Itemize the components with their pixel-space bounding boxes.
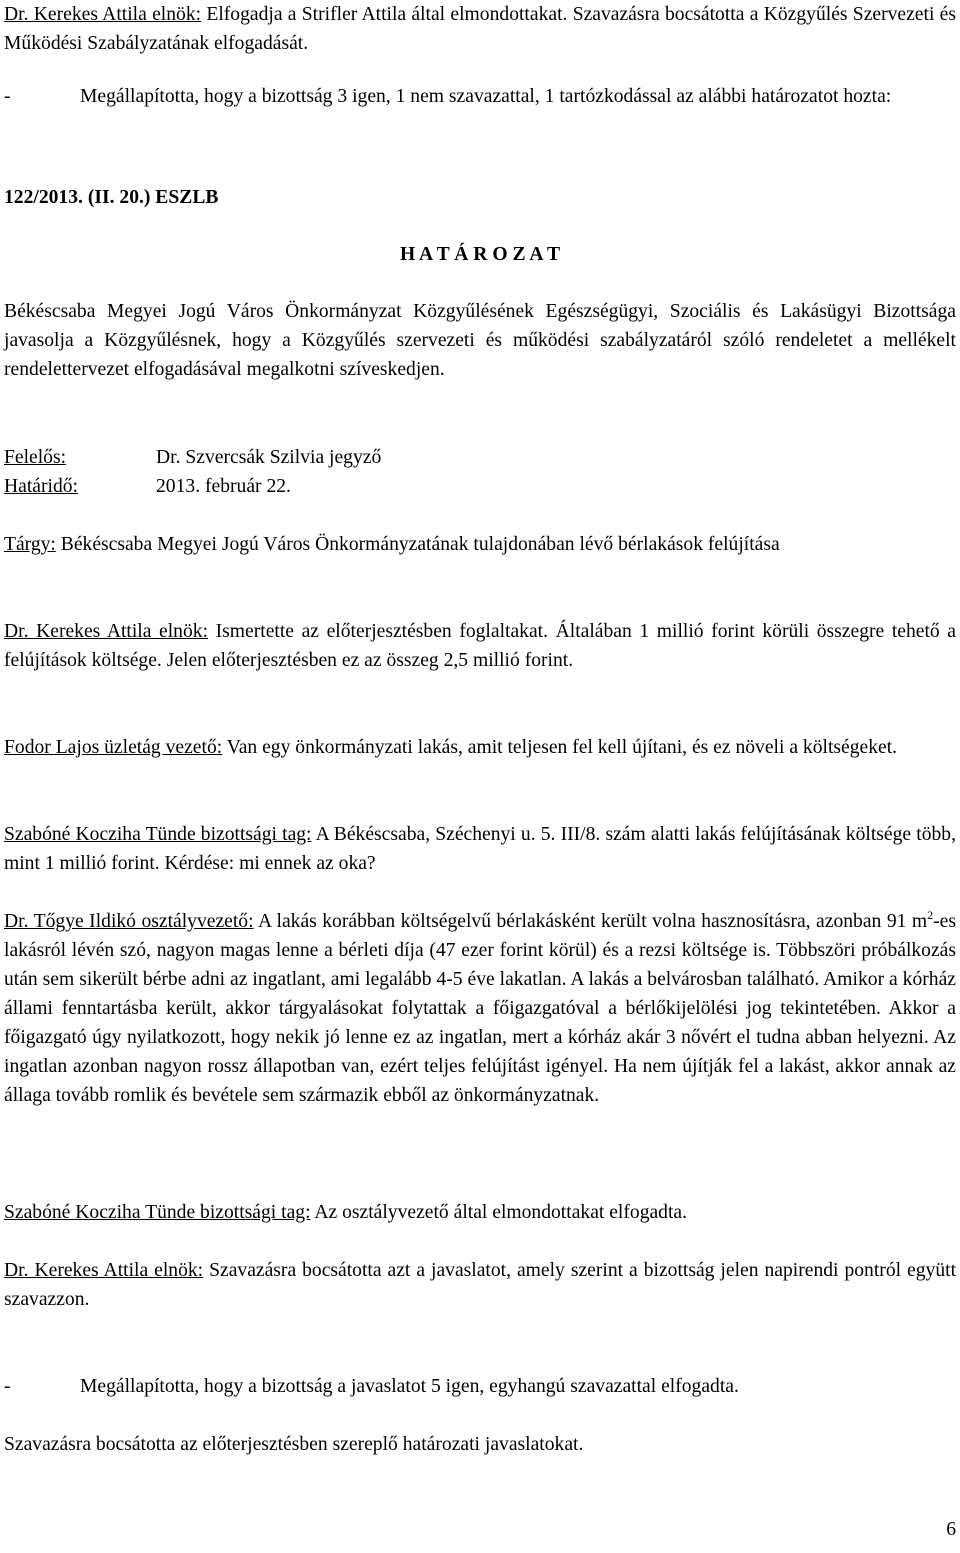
paragraph-chairman-statement-1 [4, 0, 956, 58]
speaker-label: Szabóné Kocziha Tünde bizottsági tag: [4, 1202, 311, 1223]
speaker-label: Dr. Kerekes Attila elnök: [4, 621, 209, 642]
superscript: 2 [927, 908, 934, 922]
speaker-label: Dr. Tőgye Ildikó osztályvezető: [4, 911, 254, 932]
vote-result-text: Megállapította, hogy a bizottság 3 igen, 1 nem szavazattal, 1 tartózkodással az alábbi határozatot hozta: [80, 86, 892, 107]
subject-label: Tárgy: [4, 534, 56, 555]
speaker-label: Dr. Kerekes Attila elnök: [4, 4, 202, 25]
resolution-body: Békéscsaba Megyei Jogú Város Önkormányzat Közgyűlésének Egészségügyi, Szociális és Lakásügyi Bizottsága javasolja a Közgyűlésnek, hogy a Közgyűlés szervezeti és működési szabályzatáról szóló rendeletet a mellékelt rendelettervezet elfogadásával megalkotni szíveskedjen. [4, 301, 956, 380]
speaker-label: Fodor Lajos üzletág vezető: [4, 737, 223, 758]
paragraph-vote-call: Szavazásra bocsátotta az előterjesztésben szereplő határozati javaslatokat. [4, 1434, 584, 1455]
deadline-value: 2013. február 22. [156, 476, 291, 497]
vote-result-item-2 [4, 1372, 956, 1401]
paragraph-text: Ismertette az előterjesztésben foglaltakat. Általában 1 millió forint körüli összegre tehető a felújítások költsége. Jelen előterjesztésben ez az összeg 2,5 millió forint. [4, 621, 957, 671]
paragraph-text-continued: -es lakásról lévén szó, nagyon magas lenne a bérleti díja (47 ezer forint körül) és a rezsi költsége is. Többszöri próbálkozás után sem sikerült bérbe adni az ingatlant, ami legalább 4-5 éve lakatlan. A lakás a belvárosban található. Amikor a kórház állami fenntartásba került, akkor tárgyalásokat folytattak a főigazgatóval a bérlőkijelölési jog tekintetében. Akkor a főigazgató úgy nyilatkozott, hogy nekik jó lenne ez az ingatlan, mert a kórház akár 3 nővért el tudna abban helyezni. Az ingatlan azonban nagyon rossz állapotban van, ezért teljes felújítást igényel. Ha nem újítják fel a lakást, akkor annak az állaga tovább romlik és bevétele sem származik ebből az önkormányzatnak. [4, 911, 956, 1106]
speaker-label: Dr. Kerekes Attila elnök: [4, 1260, 204, 1281]
responsible-value: Dr. Szvercsák Szilvia jegyző [156, 447, 382, 468]
paragraph-text: Van egy önkormányzati lakás, amit teljesen fel kell újítani, és ez növeli a költségeket. [222, 737, 898, 758]
document-page [4, 0, 956, 1553]
page-number: 6 [946, 1519, 956, 1540]
speaker-label: Szabóné Kocziha Tünde bizottsági tag: [4, 824, 312, 845]
paragraph-chairman-statement-3 [4, 1256, 956, 1314]
vote-result-text: Megállapította, hogy a bizottság a javaslatot 5 igen, egyhangú szavazattal elfogadta. [80, 1376, 739, 1397]
paragraph-text: Elfogadja a Strifler Attila által elmondottakat. Szavazásra bocsátotta a Közgyűlés Szervezeti és Működési Szabályzatának elfogadását. [4, 4, 957, 54]
dash-bullet: - [4, 1376, 11, 1397]
dash-bullet: - [4, 86, 11, 107]
paragraph-manager-statement [4, 733, 956, 762]
paragraph-member-question [4, 820, 956, 878]
resolution-heading: H A T Á R O Z A T [399, 244, 561, 265]
subject-line [4, 530, 956, 559]
vote-result-item-1 [4, 82, 956, 140]
responsible-label: Felelős: [4, 447, 67, 468]
paragraph-head-of-department-answer [4, 907, 956, 1110]
resolution-number: 122/2013. (II. 20.) ESZLB [4, 187, 219, 208]
paragraph-text: A Békéscsaba, Széchenyi u. 5. III/8. szám alatti lakás felújításának költsége több, mint 1 millió forint. Kérdése: mi ennek az oka? [4, 824, 956, 874]
paragraph-text: Szavazásra bocsátotta azt a javaslatot, amely szerint a bizottság jelen napirendi pontról együtt szavazzon. [4, 1260, 957, 1310]
deadline-label: Határidő: [4, 476, 78, 497]
paragraph-member-acceptance [4, 1198, 956, 1227]
paragraph-chairman-statement-2 [4, 617, 956, 675]
paragraph-text: A lakás korábban költségelvű bérlakásként került volna hasznosításra, azonban 91 m [253, 911, 928, 932]
subject-text: Békéscsaba Megyei Jogú Város Önkormányzatának tulajdonában lévő bérlakások felújítása [55, 534, 780, 555]
paragraph-text: Az osztályvezető által elmondottakat elfogadta. [310, 1202, 688, 1223]
